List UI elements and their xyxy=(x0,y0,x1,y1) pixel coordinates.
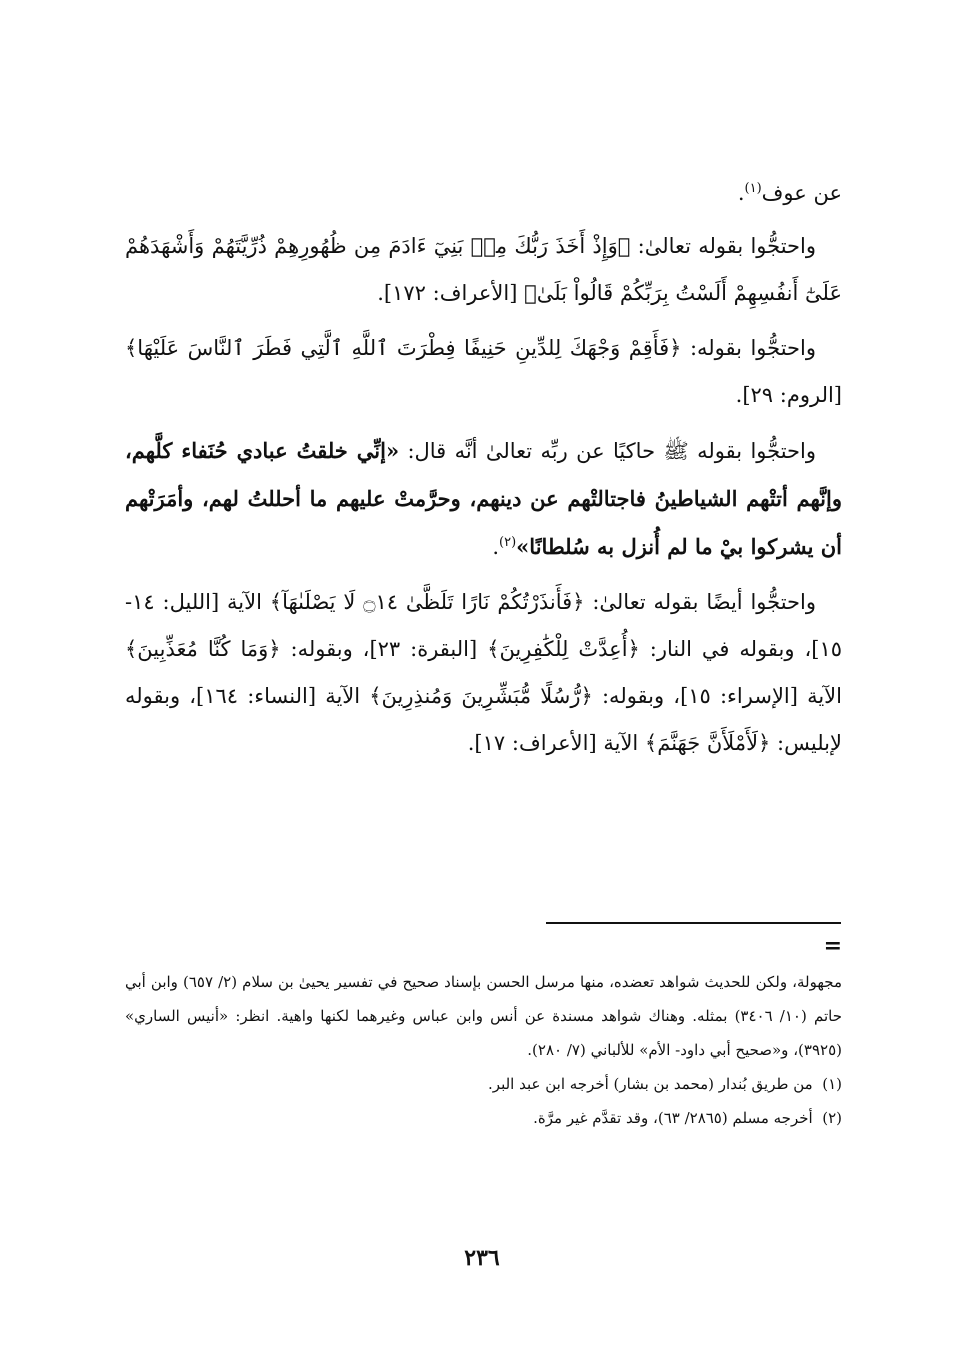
paragraph-hadith xyxy=(125,427,842,571)
paragraph-text: عن عوف xyxy=(761,181,842,205)
paragraph-verses-list xyxy=(125,579,842,767)
paragraph-text: واحتجُّوا أيضًا بقوله تعالىٰ: ﴿فَأَنذَرْتُكُمْ نَارًا تَلَظَّىٰ ۝١٤ لَا يَصْلَىٰهَآ﴾ الآية [الليل: ١٤- ١٥]، وبقوله في النار: ﴿أُعِدَّتْ لِلْكَٰفِرِينَ﴾ [البقرة: ٢٣]، وبقوله: ﴿وَمَا كُنَّا مُعَذِّبِينَ﴾ الآية [الإسراء: ١٥]، وبقوله: ﴿رُّسُلًا مُّبَشِّرِينَ وَمُنذِرِينَ﴾ الآية [النساء: ١٦٤]، وبقوله لإبليس: ﴿لَأَمْلَأَنَّ جَهَنَّمَ﴾ الآية [الأعراف: ١٧]. xyxy=(125,590,842,755)
paragraph-text: واحتجُّوا بقوله تعالىٰ: ﴿وَإِذْ أَخَذَ رَبُّكَ مِنۢ بَنِيٓ ءَادَمَ مِن ظُهُورِهِمْ ذُرِّيَّتَهُمْ وَأَشْهَدَهُمْ عَلَىٰٓ أَنفُسِهِمْ أَلَسْتُ بِرَبِّكُمْ قَالُواْ بَلَىٰ﴾ [الأعراف: ١٧٢]. xyxy=(125,234,842,305)
footnote-text: من طريق بُندار (محمد بن بشار) أخرجه ابن عبد البر. xyxy=(488,1075,813,1093)
page-number: ٢٣٦ xyxy=(464,1245,500,1271)
paragraph-continuation xyxy=(125,170,842,217)
footnote-2 xyxy=(125,1101,842,1135)
footnote-number: (٢) xyxy=(822,1109,842,1127)
footnote-continuation: مجهولة، ولكن للحديث شواهد تعضده، منها مرسل الحسن بإسناد صحيح في تفسير يحيىٰ بن سلام (٢/ ٦٥٧) وابن أبي حاتم (١٠/ ٣٤٠٦) بمثله. وهناك شواهد مسندة عن أنس وابن عباس وغيرهما لكنها واهية. انظر: «أنيس الساري» (٣٩٢٥)، و«صحيح أبي داود- الأم» للألباني (٧/ ٢٨٠). xyxy=(125,973,843,1059)
hadith-quote: «إنِّي خلقتُ عبادي حُنَفاء كلَّهم، وإنَّهم أتتْهم الشياطينُ فاجتالتْهم عن دينهم، وحرَّمتْ عليهم ما أحللتُ لهم، وأمَرَتْهم أن يشركوا بيْ ما لم أُنزل به سُلطانًا» xyxy=(125,438,842,559)
footnote-1 xyxy=(125,1067,842,1101)
footnote-continuation-marker: = xyxy=(823,933,842,959)
paragraph-tail: . xyxy=(737,181,745,205)
paragraph-text: واحتجُّوا بقوله: ﴿فَأَقِمْ وَجْهَكَ لِلدِّينِ حَنِيفًا فِطْرَتَ ٱللَّهِ ٱلَّتِي فَطَرَ ٱلنَّاسَ عَلَيْهَا﴾ [الروم: ٢٩]. xyxy=(125,336,842,407)
footnote-separator xyxy=(546,922,841,924)
footnote-text: أخرجه مسلم (٢٨٦٥/ ٦٣)، وقد تقدَّم غير مرَّة. xyxy=(533,1109,813,1127)
footnotes xyxy=(125,965,842,1135)
footnote-number: (١) xyxy=(822,1075,842,1093)
main-text xyxy=(125,170,842,775)
paragraph-araf-verse xyxy=(125,223,842,317)
footnote-ref-2: (٢) xyxy=(499,535,517,550)
paragraph-rum-verse xyxy=(125,325,842,419)
paragraph-tail: . xyxy=(492,535,500,559)
paragraph-intro: واحتجُّوا بقوله ﷺ حاكيًا عن ربِّه تعالىٰ أنَّه قال: xyxy=(399,439,816,463)
footnote-ref-1: (١) xyxy=(744,181,762,196)
